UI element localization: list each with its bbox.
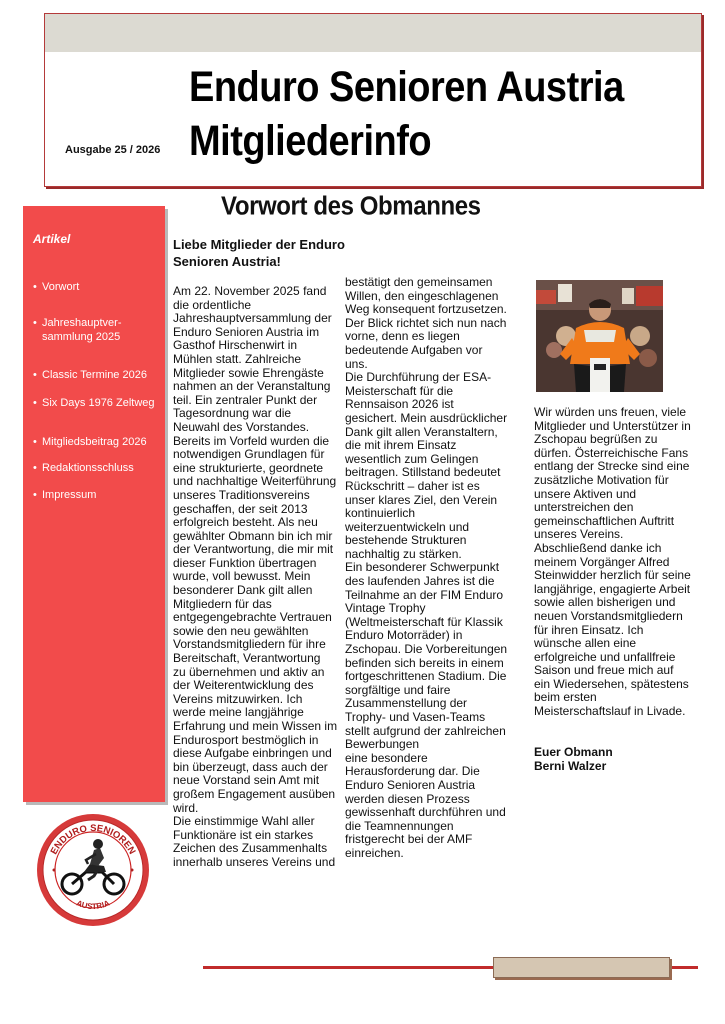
bullet-icon: • — [33, 462, 37, 474]
sidebar — [23, 206, 165, 802]
sidebar-item-label: Vorwort — [42, 281, 80, 293]
sidebar-item-impressum[interactable] — [33, 488, 163, 502]
sidebar-item-six-days[interactable] — [33, 396, 163, 410]
sidebar-item-redaktionsschluss[interactable] — [33, 461, 163, 475]
bullet-icon: • — [33, 489, 37, 501]
signature-name: Berni Walzer — [534, 759, 607, 773]
article-column-1 — [173, 285, 341, 870]
sidebar-item-vorwort[interactable] — [33, 280, 163, 294]
bullet-icon: • — [33, 397, 37, 409]
article-column-2 — [345, 276, 513, 861]
sidebar-item-label: Impressum — [42, 489, 97, 501]
article-text: bestätigt den gemeinsamen Willen, den eingeschlagenen Weg konsequent fortzusetzen. Der Blick richtet sich nun nach vorne, denn es liegen bedeutende Aufgaben vor uns. Die Durchführung der ESA- Meisterschaft für die Rennsaison 2026 ist gesichert. Mein ausdrücklicher Dank gilt allen Veranstaltern, die mit ihrem Einsatz wesentlich zum Gelingen beitragen. Stillstand bedeutet Rückschritt – daher ist es unser klares Ziel, den Verein kontinuierlich weiterzuentwickeln und bestehende Strukturen nachhaltig zu stärken. Ein besonderer Schwerpunkt des laufenden Jahres ist die Teilnahme an der FIM Enduro Vintage Trophy (Weltmeisterschaft für Klassik Enduro Motorräder) in Zschopau. Die Vorbereitungen befinden sich bereits in einem fortgeschrittenen Stadium. Die sorgfältige und faire Zusammenstellung der Trophy- und Vasen-Teams stellt aufgrund der zahlreichen Bewerbungen eine besondere Herausforderung dar. Die Enduro Senioren Austria werden diesen Prozess gewissenhaft durchführen und die Teamnennungen fristgerecht bei der AMF einreichen. — [345, 275, 508, 860]
logo-bottom-text: AUSTRIA — [75, 898, 111, 912]
article-column-3 — [534, 406, 709, 719]
masthead-band — [45, 14, 701, 52]
sidebar-item-label: Jahreshauptver- sammlung 2025 — [42, 317, 122, 343]
club-logo — [30, 810, 156, 928]
newsletter-title: Enduro Senioren Austria — [189, 64, 624, 112]
logo-top-text: ENDURO SENIOREN — [48, 822, 138, 857]
issue-number: Ausgabe 25 / 2026 — [65, 144, 161, 156]
sidebar-heading: Artikel — [33, 232, 71, 246]
sidebar-item-mitgliedsbeitrag[interactable] — [33, 435, 163, 449]
footer-box — [493, 957, 670, 978]
chairman-photo — [536, 280, 663, 392]
bullet-icon: • — [33, 317, 37, 329]
bullet-icon: • — [33, 436, 37, 448]
sidebar-item-label: Six Days 1976 Zeltweg — [42, 397, 155, 409]
sidebar-item-jahreshauptversammlung[interactable] — [33, 316, 163, 344]
signature-role: Euer Obmann — [534, 745, 613, 759]
sidebar-item-label: Classic Termine 2026 — [42, 369, 147, 381]
section-heading: Vorwort des Obmannes — [221, 192, 481, 222]
article-text: Wir würden uns freuen, viele Mitglieder und Unterstützer in Zschopau begrüßen zu dürfen. Österreichische Fans entlang der Strecke sind eine zusätzliche Motivation für unsere Aktiven und unterstreichen den gemeinschaftlichen Auftritt unseres Vereins. Abschließend danke ich meinem Vorgänger Alfred Steinwidder herzlich für seine langjährige, engagierte Arbeit sowie allen bisherigen und neuen Vorstandsmitgliedern für ihren Einsatz. Ich wünsche allen eine erfolgreiche und unfallfreie Saison und freue mich auf ein Wiedersehen, spätestens beim ersten Meisterschaftslauf in Livade. — [534, 405, 691, 719]
sidebar-item-classic-termine[interactable] — [33, 368, 163, 382]
article-text: Am 22. November 2025 fand die ordentliche Jahreshauptversammlung der Enduro Senioren Austria im Gasthof Hirschenwirt in Mühlen statt. Zahlreiche Mitglieder sowie Ehrengäste nahmen an der Veranstaltung teil. Ein zentraler Punkt der Tagesordnung war die Neuwahl des Vorstandes. Bereits im Vorfeld wurden die notwendigen Grundlagen für eine strukturierte, geordnete und nachhaltige Weiterführung unseres Traditionsvereins geschaffen, der seit 2013 erfolgreich besteht. Als neu gewählter Obmann bin ich mir der Verantwortung, die mir mit dieser Funktion übertragen wurde, voll bewusst. Mein besonderer Dank gilt allen Mitgliedern für das entgegengebrachte Vertrauen sowie den neu gewählten Vorstandsmitgliedern für ihre Bereitschaft, Verantwortung zu übernehmen und aktiv an der Weiterentwicklung des Vereins mitzuwirken. Ich werde meine langjährige Erfahrung und mein Wissen im Endurosport bestmöglich in diese Aufgabe einbringen und bin überzeugt, dass auch der neue Vorstand sein Amt mit großem Engagement ausüben wird. Die einstimmige Wahl aller Funktionäre ist ein starkes Zeichen des Zusammenhalts innerhalb unseres Vereins und — [173, 284, 338, 869]
article-greeting: Liebe Mitglieder der Enduro Senioren Austria! — [173, 237, 345, 269]
bullet-icon: • — [33, 281, 37, 293]
sidebar-item-label: Mitgliedsbeitrag 2026 — [42, 436, 147, 448]
newsletter-subtitle: Mitgliederinfo — [189, 118, 432, 166]
sidebar-item-label: Redaktionsschluss — [42, 462, 134, 474]
masthead — [44, 13, 702, 187]
signature — [534, 745, 704, 773]
bullet-icon: • — [33, 369, 37, 381]
